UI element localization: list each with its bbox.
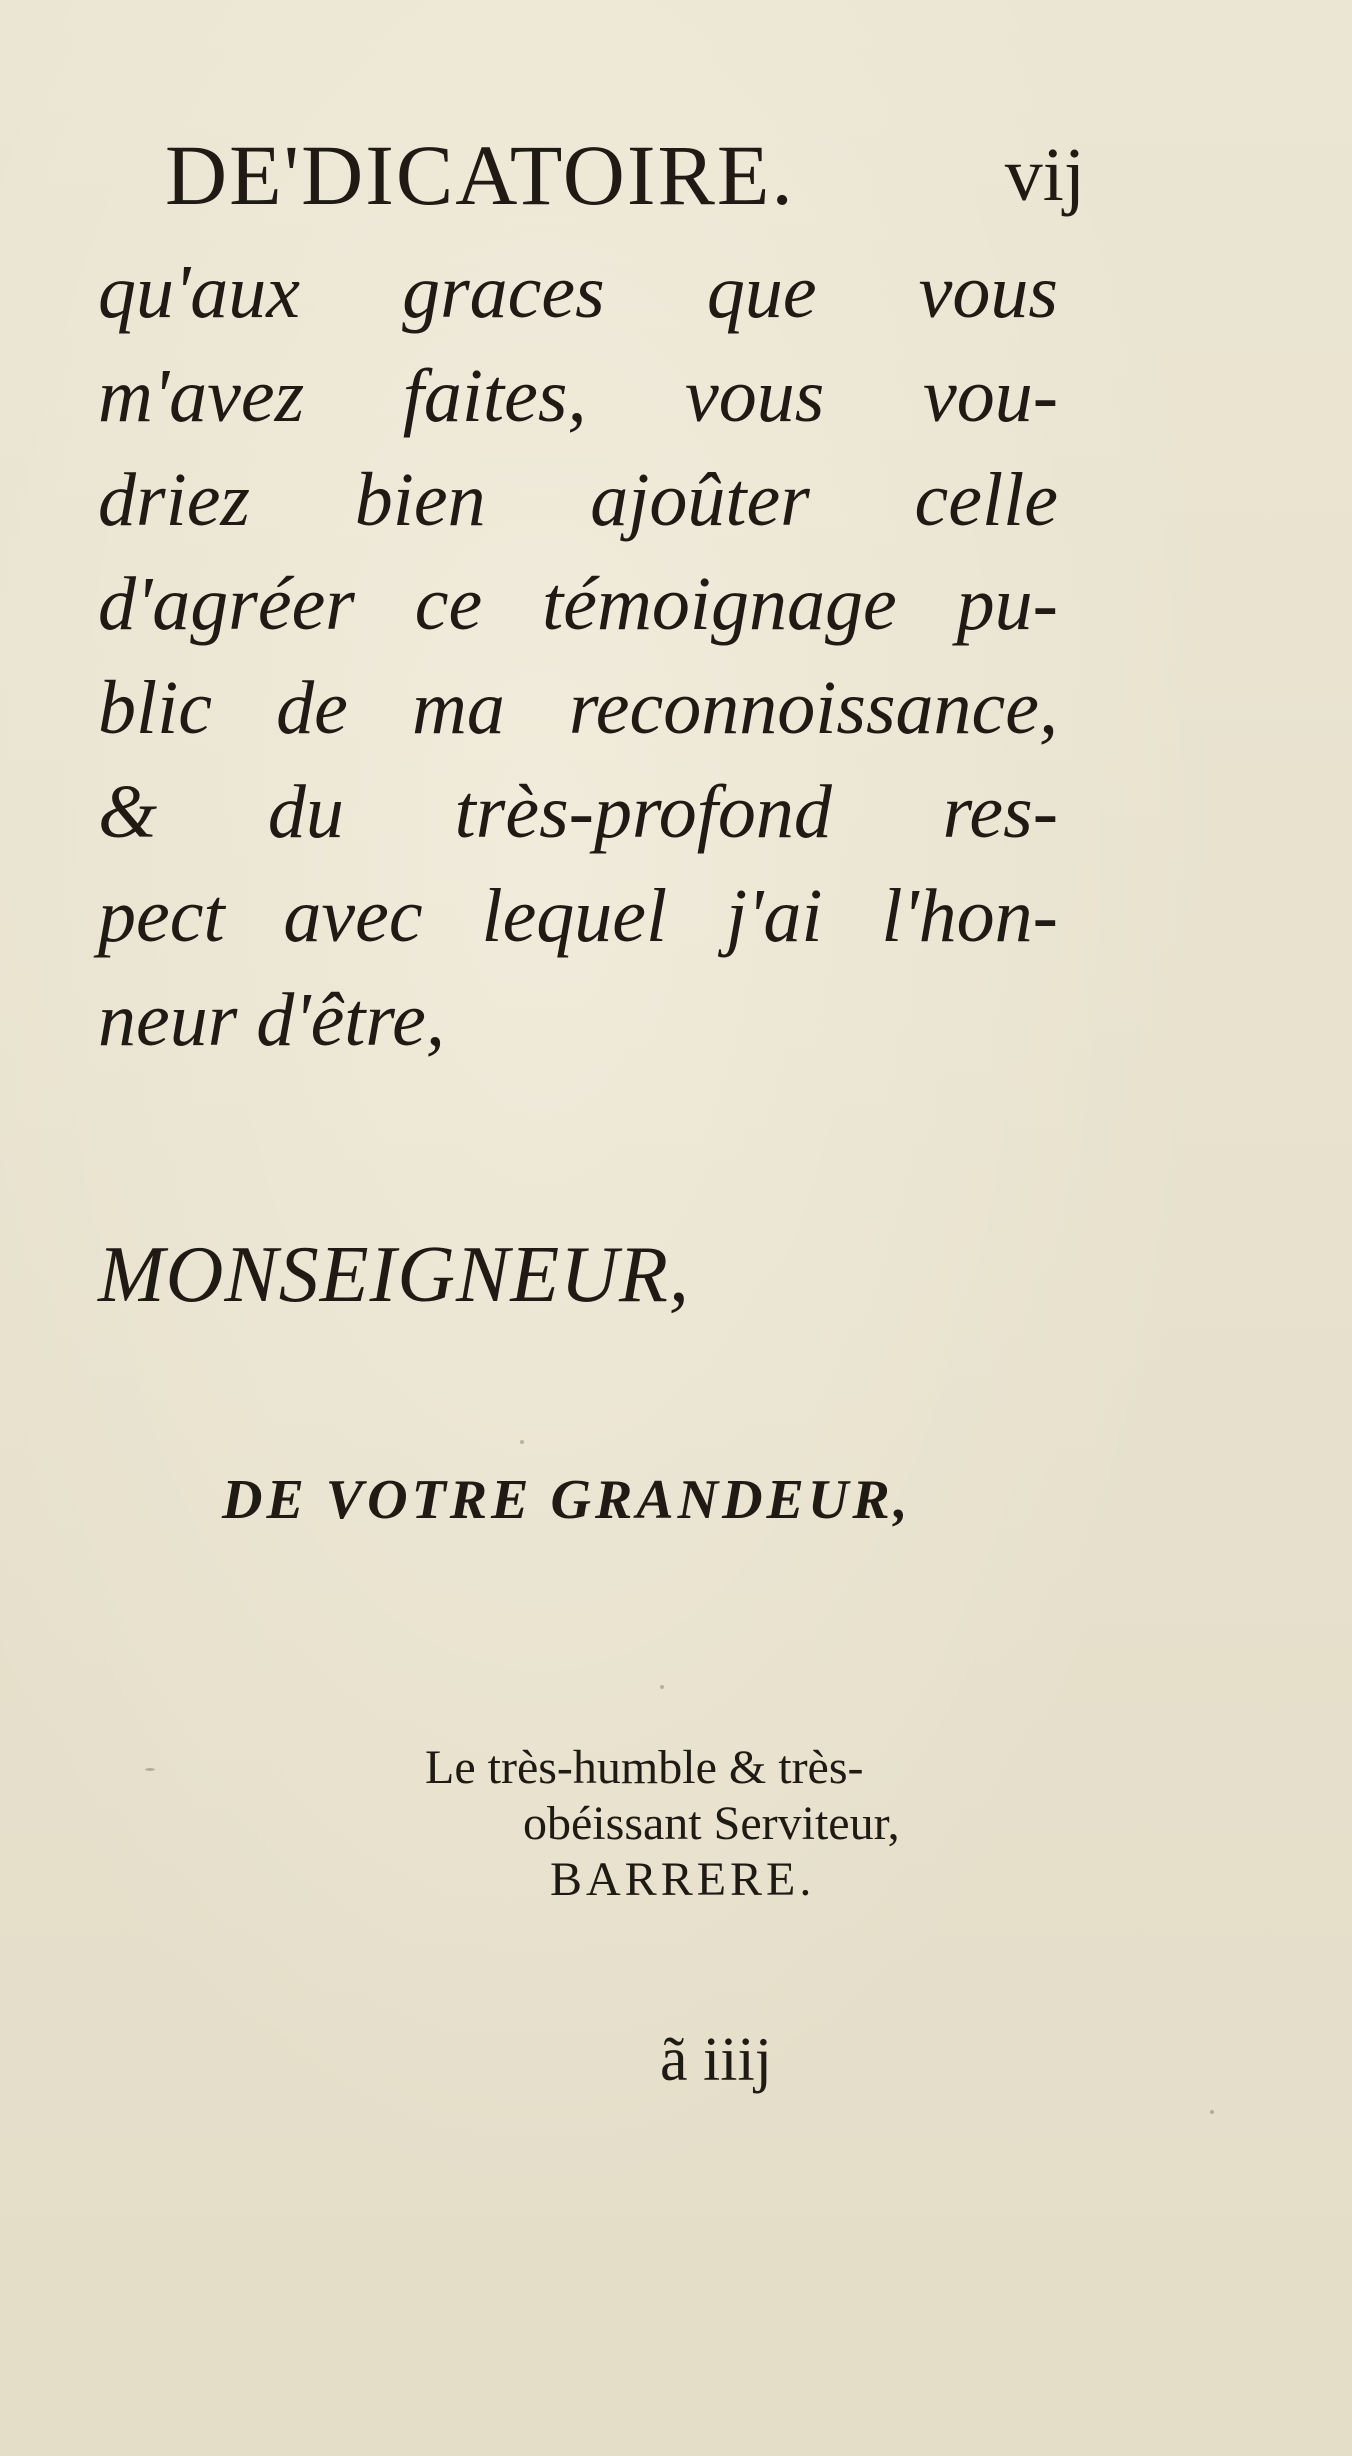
printer-signature-mark: ã iiij xyxy=(660,2026,772,2094)
body-line: m'avez faites, vous vou- xyxy=(98,354,1058,438)
signature-line-2: obéissant Serviteur, xyxy=(523,1797,900,1850)
body-line: qu'aux graces que vous xyxy=(98,250,1058,334)
body-line: driez bien ajoûter celle xyxy=(98,458,1058,542)
page-number: vij xyxy=(1004,133,1085,217)
paper-speck xyxy=(520,1440,524,1444)
signature-line-1: Le très-humble & très- xyxy=(425,1741,864,1794)
body-line: & du très-profond res- xyxy=(98,770,1058,854)
body-line: blic de ma reconnoissance, xyxy=(98,666,1058,750)
signature-block xyxy=(425,1740,900,1908)
paper-speck xyxy=(1210,2110,1214,2114)
closing-line: DE VOTRE GRANDEUR, xyxy=(222,1469,912,1531)
running-head: DE'DICATOIRE. xyxy=(165,127,795,223)
signature-name: BARRERE. xyxy=(550,1853,816,1906)
body-line: neur d'être, xyxy=(98,978,445,1062)
salutation: MONSEIGNEUR, xyxy=(98,1231,690,1319)
dedication-body xyxy=(98,240,1058,1072)
body-line: pect avec lequel j'ai l'hon- xyxy=(98,874,1058,958)
body-line: d'agréer ce témoignage pu- xyxy=(98,562,1058,646)
paper-speck xyxy=(145,1768,155,1771)
page-header xyxy=(165,120,1085,230)
paper-speck xyxy=(660,1685,664,1689)
